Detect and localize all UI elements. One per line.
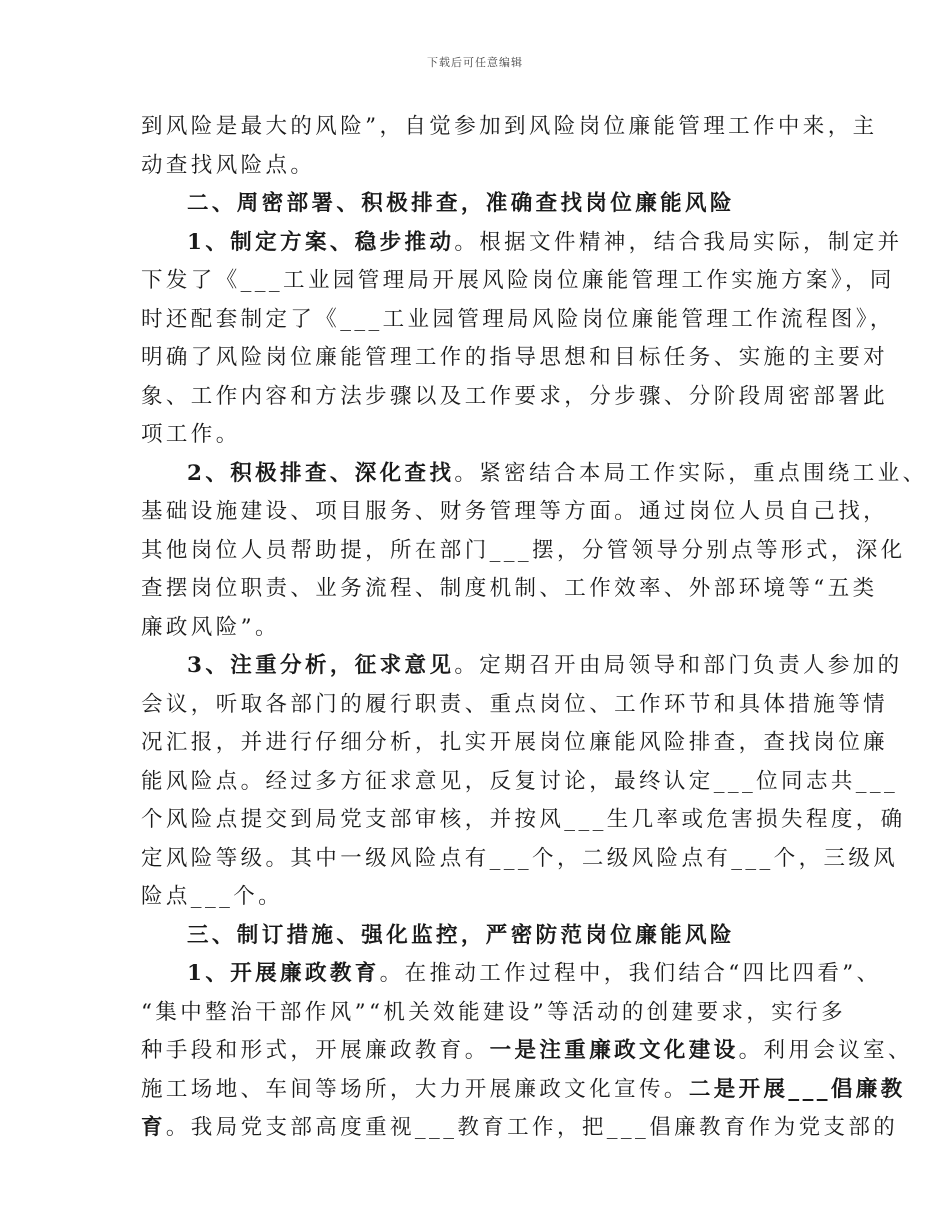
paragraph-line bbox=[141, 647, 903, 686]
paragraph-line bbox=[141, 339, 889, 378]
paragraph-line bbox=[141, 801, 906, 840]
text-run: 基础设施建设、项目服务、财务管理等方面。通过岗位人员自己找， bbox=[141, 499, 889, 524]
text-run: 明确了风险岗位廉能管理工作的指导思想和目标任务、实施的主要对 bbox=[141, 345, 889, 370]
paragraph-line bbox=[141, 378, 889, 417]
text-run: 。根据文件精神，结合我局实际，制定并 bbox=[454, 229, 903, 255]
paragraph-line bbox=[141, 147, 813, 186]
text-run: 。定期召开由局领导和部门负责人参加的 bbox=[454, 653, 903, 678]
section-heading bbox=[141, 185, 813, 224]
paragraph-line bbox=[141, 1071, 906, 1110]
paragraph-line bbox=[141, 416, 813, 455]
text-run: 。在推动工作过程中，我们结合“四比四看”、 bbox=[379, 961, 882, 986]
section-heading bbox=[141, 917, 813, 956]
text-run: 种手段和形式，开展廉政教育。 bbox=[141, 1038, 490, 1063]
text-run: 施工场地、车间等场所，大力开展廉政文化宣传。 bbox=[141, 1076, 689, 1102]
text-run: 下发了《___工业园管理局开展风险岗位廉能管理工作实施方案》，同 bbox=[141, 268, 895, 293]
bold-text: 一是注重廉政文化建设 bbox=[489, 1038, 739, 1063]
bold-text: 三、制订措施、强化监控，严密防范岗位廉能风险 bbox=[187, 922, 735, 948]
bold-text: 3、注重分析，征求意见 bbox=[187, 653, 455, 678]
bold-text: 1、开展廉政教育 bbox=[187, 961, 380, 986]
paragraph-line bbox=[141, 878, 813, 917]
paragraph-line bbox=[141, 455, 928, 494]
text-run: 廉政风险”。 bbox=[141, 614, 280, 640]
text-run: 动查找风险点。 bbox=[141, 152, 316, 178]
text-run: 。我局党支部高度重视___教育工作，把___倡廉教育作为党支部的 bbox=[165, 1115, 899, 1140]
text-run: 其他岗位人员帮助提，所在部门___摆，分管领导分别点等形式，深化 bbox=[141, 537, 906, 563]
paragraph-line bbox=[141, 224, 903, 263]
bold-text: 二是开展___倡廉教 bbox=[688, 1076, 906, 1102]
paragraph-line bbox=[141, 724, 889, 763]
paragraph-line bbox=[141, 532, 906, 571]
text-run: 项工作。 bbox=[141, 422, 241, 447]
bold-text: 育 bbox=[141, 1115, 166, 1140]
bold-text: 2、积极排查、深化查找 bbox=[187, 460, 455, 486]
paragraph-line bbox=[141, 1109, 899, 1148]
text-run: 到风险是最大的风险”，自觉参加到风险岗位廉能管理工作中来，主 bbox=[141, 114, 878, 139]
text-run: 个风险点提交到局党支部审核，并按风___生几率或危害损失程度，确 bbox=[141, 807, 906, 832]
text-run: 况汇报，并进行仔细分析，扎实开展岗位廉能风险排查，查找岗位廉 bbox=[141, 730, 889, 755]
paragraph-line bbox=[141, 686, 889, 725]
document-body bbox=[141, 108, 928, 1148]
text-run: 能风险点。经过多方征求意见，反复讨论，最终认定___位同志共___ bbox=[141, 768, 899, 794]
text-run: “集中整治干部作风”“机关效能建设”等活动的创建要求，实行多 bbox=[141, 999, 846, 1025]
paragraph-line bbox=[141, 994, 846, 1033]
paragraph-line bbox=[141, 609, 813, 648]
paragraph-line bbox=[141, 262, 895, 301]
paragraph-line bbox=[141, 840, 899, 879]
text-run: 会议，听取各部门的履行职责、重点岗位、工作环节和具体措施等情 bbox=[141, 691, 889, 717]
paragraph-line bbox=[141, 108, 878, 147]
paragraph-line bbox=[141, 301, 895, 340]
paragraph-line bbox=[141, 1032, 913, 1071]
text-run: 查摆岗位职责、业务流程、制度机制、工作效率、外部环境等“五类 bbox=[141, 576, 878, 601]
header-note: 下载后可任意编辑 bbox=[427, 56, 523, 69]
text-run: 时还配套制定了《___工业园管理局风险岗位廉能管理工作流程图》， bbox=[141, 306, 895, 332]
paragraph-line bbox=[141, 763, 899, 802]
bold-text: 1、制定方案、稳步推动 bbox=[187, 229, 455, 255]
text-run: 。利用会议室、 bbox=[738, 1038, 913, 1063]
bold-text: 二、周密部署、积极排查，准确查找岗位廉能风险 bbox=[187, 191, 735, 216]
text-run: 象、工作内容和方法步骤以及工作要求，分步骤、分阶段周密部署此 bbox=[141, 383, 889, 409]
paragraph-line bbox=[141, 570, 878, 609]
text-run: 。紧密结合本局工作实际，重点围绕工业、 bbox=[454, 460, 928, 486]
paragraph-line bbox=[141, 493, 889, 532]
text-run: 险点___个。 bbox=[141, 884, 284, 909]
text-run: 定风险等级。其中一级风险点有___个，二级风险点有___个，三级风 bbox=[141, 845, 899, 871]
paragraph-line bbox=[141, 955, 882, 994]
